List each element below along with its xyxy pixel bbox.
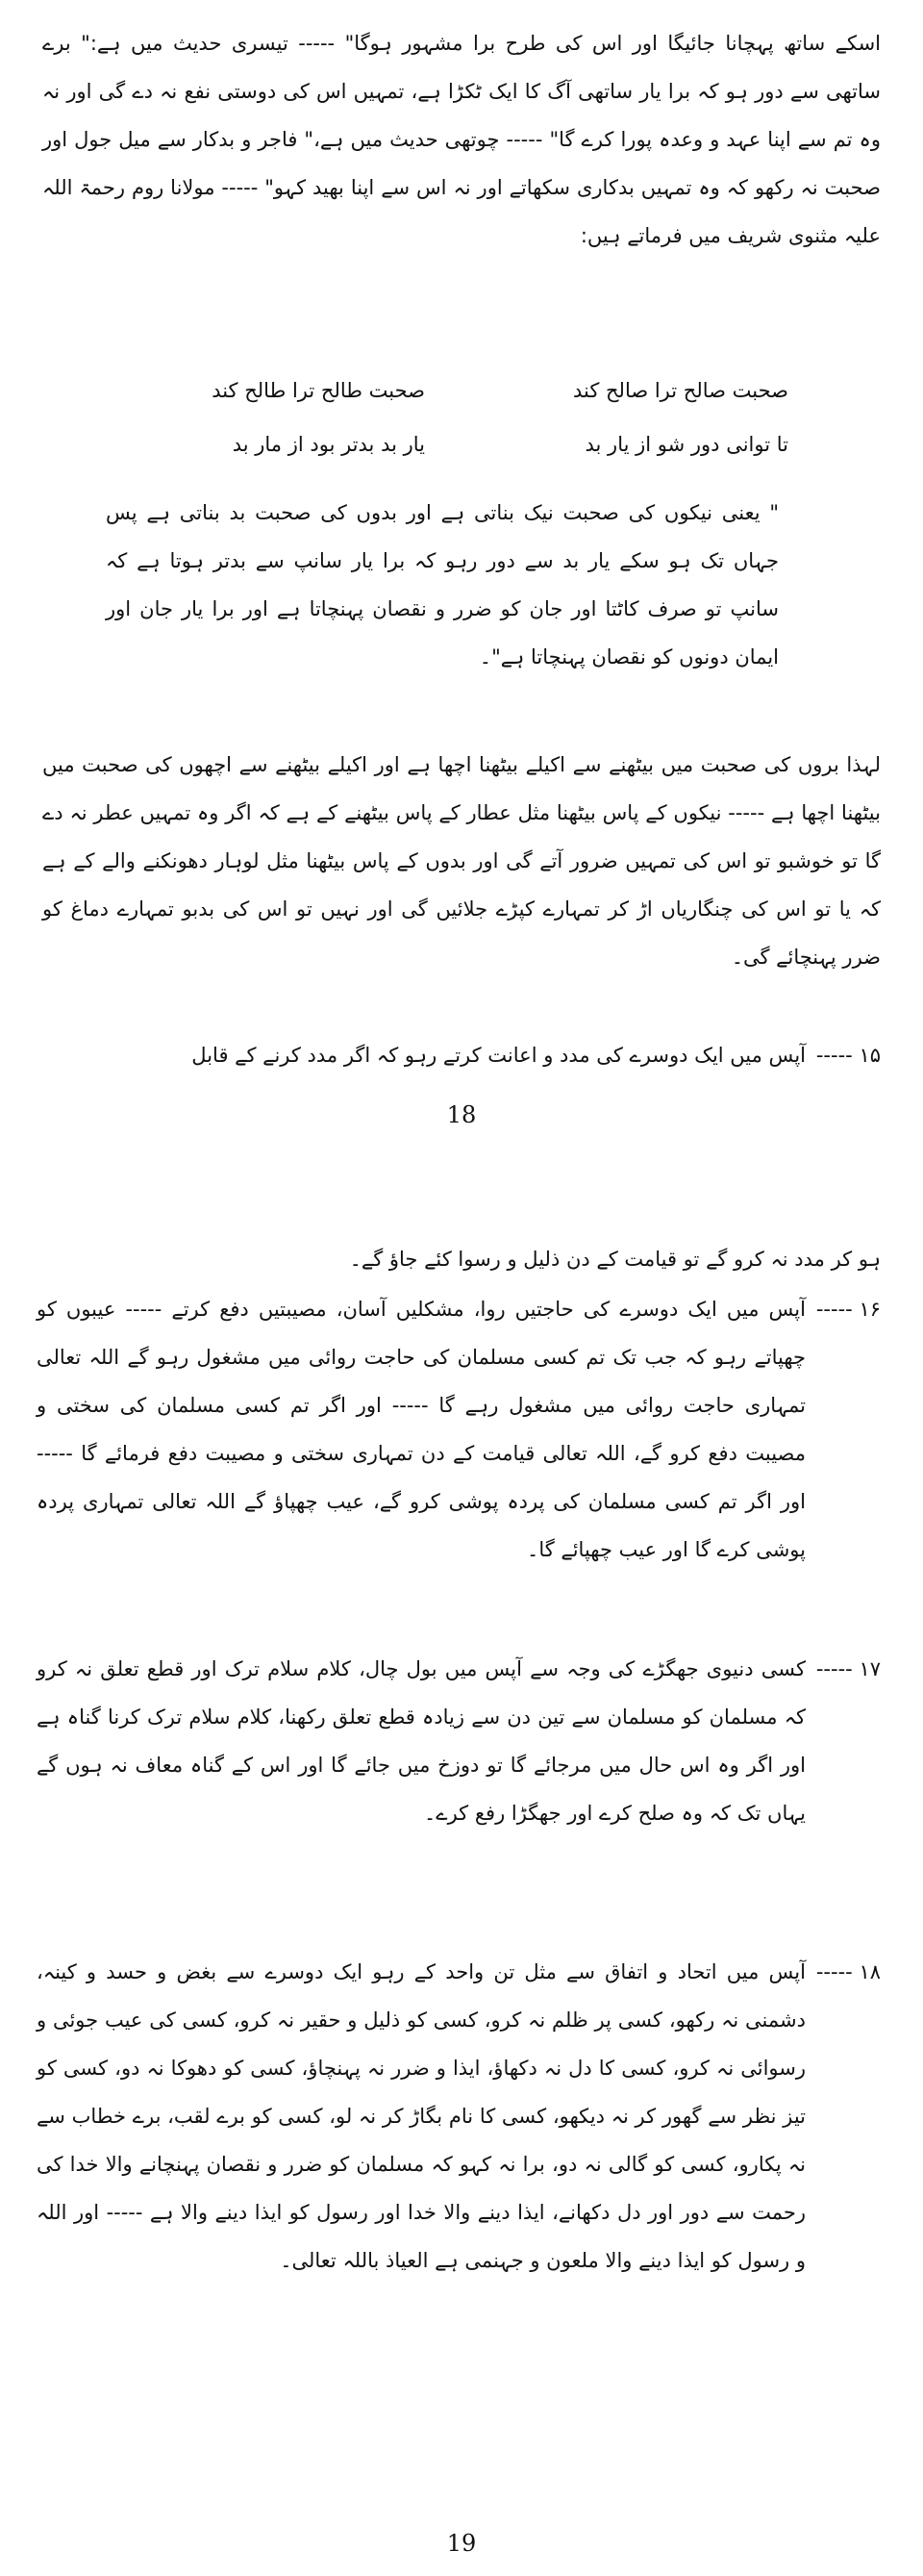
item-number: ۱۵ ----- [815, 1044, 881, 1067]
page-19 [0, 1222, 923, 2576]
page-number: 19 [446, 2530, 477, 2557]
item-number: ۱۸ ----- [815, 1960, 881, 1983]
item-number: ۱۷ ----- [815, 1657, 881, 1680]
quote-translation: " یعنی نیکوں کی صحبت نیک بناتی ہے اور بدوں کی صحبت بد بناتی ہے پس جہاں تک ہو سکے یار بد سے دور رہو کہ برا یار سانپ سے بدتر ہوتا ہے کہ سانپ تو صرف کاٹتا اور جان کو ضرر و نقصان پہنچاتا ہے اور برا یار جان اور ایمان دونوں کو نقصان پہنچاتا ہے"۔ [106, 501, 779, 669]
numbered-item-15 [37, 1031, 881, 1079]
item-text: کسی دنیوی جھگڑے کی وجہ سے آپس میں بول چال، کلام سلام ترک اور قطع تعلق نہ کرو کہ مسلمان کو مسلمان سے تین دن سے زیادہ قطع تعلق رکھنا، کلام سلام ترک کرنا گناہ ہے اور اگر وہ اس حال میں مرجائے گا تو دوزخ میں جائے گا اور اس کے گناہ معاف نہ ہوں گے یہاں تک کہ وہ صلح کرے اور جھگڑا رفع کرے۔ [37, 1657, 806, 1825]
item-text: آپس میں اتحاد و اتفاق سے مثل تن واحد کے رہو ایک دوسرے سے بغض و حسد و کینہ، دشمنی نہ رکھو، کسی پر ظلم نہ کرو، کسی کو ذلیل و حقیر نہ کرو، کسی کی عیب جوئی و رسوائی نہ کرو، کسی کا دل نہ دکھاؤ، ایذا و ضرر نہ پہنچاؤ، کسی کو دھوکا نہ دو، کسی کو تیز نظر سے گھور کر نہ دیکھو، کسی کا نام بگاڑ کر نہ لو، کسی کو برے لقب، برے خطاب سے نہ پکارو، کسی کو گالی نہ دو، برا نہ کہو کہ مسلمان کو ضرر و نقصان پہنچانے والا خدا کی رحمت سے دور اور دل دکھانے، ایذا دینے والا خدا اور رسول کو ایذا دینے والا ہے ----- اور اللہ و رسول کو ایذا دینے والا ملعون و جہنمی ہے العیاذ باللہ تعالی۔ [37, 1960, 806, 2272]
hemistich-left: صحبت طالح ترا طالح کند [212, 379, 425, 402]
hemistich-right: تا توانی دور شو از یار بد [585, 433, 788, 456]
numbered-item-17 [37, 1645, 881, 1837]
item-number: ۱۶ ----- [815, 1298, 881, 1321]
page-number: 18 [446, 1101, 477, 1128]
hemistich-right: صحبت صالح ترا صالح کند [572, 379, 788, 402]
intro-paragraph: اسکے ساتھ پہچانا جائیگا اور اس کی طرح برا مشہور ہوگا" ----- تیسری حدیث میں ہے:" برے ساتھی سے دور ہو کہ برا یار ساتھی آگ کا ایک ٹکڑا ہے، تمہیں اس کی دوستی نفع نہ دے گی اور نہ وہ تم سے اپنا عہد و وعدہ پورا کرے گا" ----- چوتھی حدیث میں ہے،" فاجر و بدکار سے میل جول اور صحبت نہ رکھو کہ وہ تمہیں بدکاری سکھاتے اور نہ اس سے اپنا بھید کہو" ----- مولانا روم رحمۃ اللہ علیہ مثنوی شریف میں فرماتے ہیں: [42, 32, 881, 247]
persian-couplets [115, 364, 788, 471]
couplet-line [115, 417, 788, 471]
companionship-paragraph: لہذا بروں کی صحبت میں بیٹھنے سے اکیلے بیٹھنا اچھا ہے اور اکیلے بیٹھنے سے اچھوں کی صحبت میں بیٹھنا اچھا ہے ----- نیکوں کے پاس بیٹھنا مثل عطار کے پاس بیٹھنے کے ہے کہ اگر وہ تمہیں عطر نہ دے گا تو خوشبو تو اس کی تمہیں ضرور آتے گی اور بدوں کے پاس بیٹھنا مثل لوہار دھونکنے والے کے ہے کہ یا تو اس کی چنگاریاں اڑ کر تمہارے کپڑے جلائیں گی اور نہیں تو اس کی بدبو تمہارے دماغ کو ضرر پہنچائے گی۔ [42, 753, 881, 969]
numbered-item-16 [37, 1285, 881, 1574]
continuation-line: ہو کر مدد نہ کرو گے تو قیامت کے دن ذلیل و رسوا کئے جاؤ گے۔ [349, 1248, 881, 1271]
item-text: آپس میں ایک دوسرے کی مدد و اعانت کرتے رہو کہ اگر مدد کرنے کے قابل [191, 1044, 806, 1067]
item-text: آپس میں ایک دوسرے کی حاجتیں روا، مشکلیں آسان، مصیبتیں دفع کرتے ----- عیبوں کو چھپاتے رہو کہ جب تک تم کسی مسلمان کی حاجت روائی میں مشغول رہو گے اللہ تعالی تمہاری حاجت روائی میں مشغول رہے گا ----- اور اگر تم کسی مسلمان کی سختی و مصیبت دفع کرو گے، اللہ تعالی قیامت کے دن تمہاری سختی و مصیبت دفع فرمائے گا ----- اور اگر تم کسی مسلمان کی پردہ پوشی کرو گے، عیب چھپاؤ گے اللہ تعالی تمہاری پردہ پوشی کرے گا اور عیب چھپائے گا۔ [37, 1298, 806, 1561]
couplet-line [115, 364, 788, 417]
page-18 [0, 0, 923, 1222]
hemistich-left: یار بد بدتر بود از مار بد [232, 433, 425, 456]
numbered-item-18 [37, 1948, 881, 2285]
